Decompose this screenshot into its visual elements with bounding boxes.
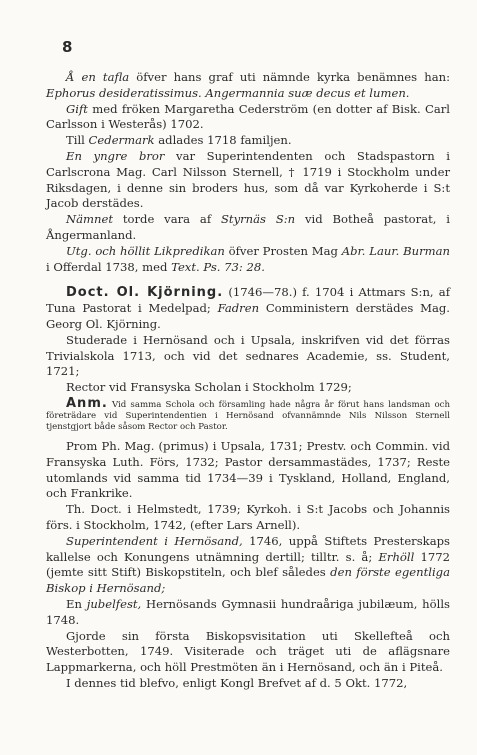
text-segment: Styrnäs S:n — [220, 212, 305, 227]
footnote-paragraph — [46, 395, 450, 433]
paragraph — [46, 676, 450, 692]
page-number: 8 — [62, 38, 73, 56]
text-segment: öfver Prosten Mag — [228, 243, 342, 258]
paragraph — [46, 244, 450, 276]
section-heading: Doct. Ol. Kjörning. — [66, 285, 224, 301]
text-segment: Comministern derstädes Mag. Georg Ol. Kjörning. — [46, 301, 450, 331]
text-segment: Hernösands Gymnasii hundraåriga jubilæum, hölls 1748. — [46, 596, 450, 627]
text-segment: Å en tafla — [66, 70, 137, 84]
paragraph — [46, 333, 450, 380]
paragraph — [46, 597, 450, 629]
paragraph — [46, 502, 450, 534]
body-text — [46, 70, 450, 692]
text-segment: adlades 1718 familjen. — [158, 133, 292, 148]
text-segment: Gjorde sin första Biskopsvisitation uti Skellefteå och Westerbotten, 1749. Visiterade och träget uti de aflägsnare Lappmarkerna, och höll Prestmöten än i Hernösand, och än i Piteå. — [46, 628, 450, 675]
paragraph — [46, 212, 450, 244]
paragraph — [46, 285, 450, 332]
text-segment: Erhöll — [378, 549, 421, 564]
text-segment: var Superintendenten och Stadspastorn i Carlscrona Mag. Carl Nilsson Sternell, † 1719 i Stockholm under Riksdagen, i denne sin broders hus, som då var Kyrkoherde i S:t Jacob derstädes. — [46, 148, 450, 211]
text-segment: 1772 (jemte sitt Stift) Biskopstiteln, och blef således — [46, 549, 450, 580]
text-segment: Ephorus desideratissimus. Angermannia suæ decus et lumen. — [46, 85, 410, 100]
paragraph — [46, 629, 450, 676]
text-segment: torde vara af — [122, 212, 221, 227]
text-segment: Th. Doct. i Helmstedt, 1739; Kyrkoh. i S:t Jacobs och Johannis förs. i Stockholm, 1742, (efter Lars Arnell). — [46, 502, 450, 532]
paragraph — [46, 133, 450, 149]
text-segment: En yngre bror — [66, 148, 177, 163]
text-segment: Utg. och höllit Likpredikan — [66, 243, 229, 258]
text-segment: vid Botheå pastorat, i Ångermanland. — [46, 212, 450, 242]
text-segment: Till — [66, 133, 89, 148]
text-segment: Nämnet — [66, 212, 123, 227]
text-segment: I dennes tid blefvo, enligt Kongl Brefvet af d. 5 Okt. 1772, — [66, 675, 408, 690]
text-segment: (1746—78.) f. 1704 i Attmars S:n, af Tuna Pastorat i Medelpad; — [46, 285, 450, 316]
text-segment: den förste egentliga Biskop i Hernösand; — [46, 565, 450, 596]
paragraph — [46, 102, 450, 134]
text-segment: med fröken Margaretha Cederström (en dotter af Bisk. Carl Carlsson i Westerås) 1702. — [46, 101, 450, 132]
text-segment: Abr. Laur. Burman — [341, 243, 450, 258]
text-segment: Prom Ph. Mag. (primus) i Upsala, 1731; Prestv. och Commin. vid Fransyska Luth. Förs, 1732; Pastor dersammastädes, 1737; Reste utomlands vid samma tid 1734—39 i Tyskland, Holland, England, och Frankrike. — [46, 438, 450, 501]
paragraph — [46, 380, 450, 396]
text-segment: jubelfest, — [86, 596, 147, 611]
text-segment: Gift — [66, 101, 93, 116]
text-segment: Rector vid Fransyska Scholan i Stockholm 1729; — [66, 380, 352, 395]
text-segment: öfver hans graf uti nämnde kyrka benämnes han: — [136, 70, 450, 84]
paragraph — [46, 149, 450, 212]
paragraph — [46, 439, 450, 502]
paragraph — [46, 534, 450, 597]
text-segment: Vid samma Schola och församling hade några år förut hans landsman och företrädare vid Superintendentien i Hernösand ofvannämnde Nils Nilsson Sternell tjenstgjort både såsom Rector och Pastor. — [46, 399, 450, 432]
text-segment: Studerade i Hernösand och i Upsala, inskrifven vid det förras Trivialskola 1713, och vid det sednares Academie, ss. Student, 1721; — [46, 332, 450, 379]
text-segment: 1746, uppå Stiftets Presterskaps kallelse och Konungens utnämning dertill; tilltr. s. å; — [46, 533, 450, 564]
text-segment: Fadren — [217, 301, 266, 316]
text-segment: Superintendent i Hernösand, — [66, 533, 250, 548]
text-segment: Text. Ps. 73: 28. — [171, 259, 265, 274]
text-segment: Cedermark — [88, 133, 159, 148]
paragraph — [46, 70, 450, 102]
section-heading: Anm. — [66, 395, 108, 411]
text-segment: En — [66, 596, 87, 611]
text-segment: i Offerdal 1738, med — [46, 259, 172, 274]
